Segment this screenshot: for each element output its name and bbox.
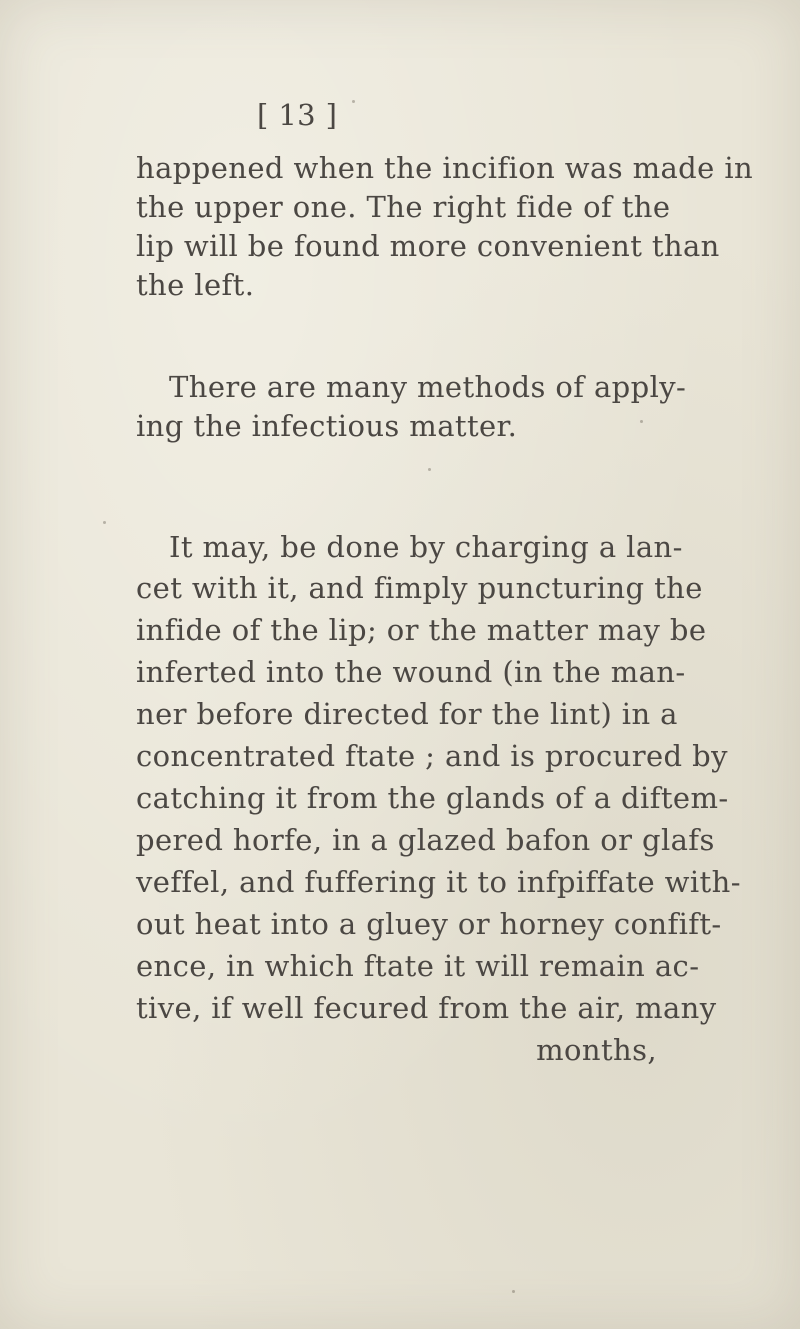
text-line: ing the infectious matter. [136,409,518,443]
paper-speck [428,468,431,471]
text-line: veffel, and fuffering it to infpiffate with- [136,865,741,899]
catchword: months, [536,1033,657,1067]
text-line: infide of the lip; or the matter may be [136,613,707,647]
text-line: lip will be found more convenient than [136,229,720,263]
paper-speck [352,100,355,103]
text-line: out heat into a gluey or horney confift- [136,907,722,941]
text-line: pered horfe, in a glazed bafon or glafs [136,823,715,857]
paper-speck [512,1290,515,1293]
paper-speck [103,521,106,524]
text-line: catching it from the glands of a diftem- [136,781,729,815]
text-line: the upper one. The right fide of the [136,190,671,224]
text-line: ner before directed for the lint) in a [136,697,678,731]
text-line: concentrated ftate ; and is procured by [136,739,728,773]
text-line: There are many methods of apply- [169,370,687,404]
text-line: tive, if well fecured from the air, many [136,991,717,1025]
text-line: happened when the incifion was made in [136,151,754,185]
paper-speck [640,420,643,423]
text-line: ence, in which ftate it will remain ac- [136,949,700,983]
text-line: inferted into the wound (in the man- [136,655,686,689]
page-number: [ 13 ] [257,98,338,132]
text-line: It may, be done by charging a lan- [169,530,683,564]
text-line: the left. [136,268,255,302]
text-line: cet with it, and fimply puncturing the [136,571,703,605]
